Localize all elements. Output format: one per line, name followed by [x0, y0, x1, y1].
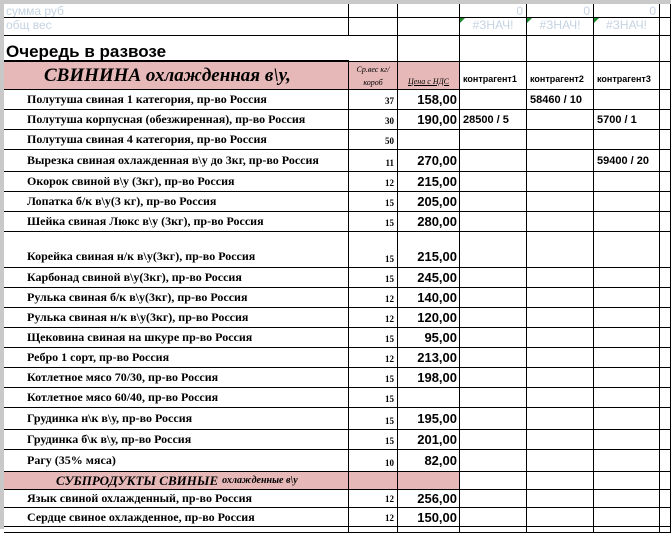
price[interactable]: 280,00: [398, 212, 460, 231]
contractor-3-cell[interactable]: [594, 508, 660, 526]
cell-empty[interactable]: [660, 150, 671, 171]
contractor-3-cell[interactable]: [594, 490, 660, 507]
table-row: [4, 490, 671, 508]
error-indicator-icon: [594, 18, 599, 23]
cell-empty[interactable]: [660, 490, 671, 507]
sum-value[interactable]: 0: [527, 4, 594, 17]
table-row: [4, 450, 671, 472]
cell-empty[interactable]: [660, 308, 671, 327]
cell-empty[interactable]: [660, 288, 671, 307]
error-indicator-icon: [460, 18, 465, 23]
cell-empty[interactable]: [660, 110, 671, 129]
cell-empty[interactable]: [660, 36, 671, 62]
product-name[interactable]: Полутуша корпусная (обезжиренная), пр-во Россия: [4, 110, 349, 129]
product-name[interactable]: Лопатка б/к в\у(3 кг), пр-во Россия: [4, 192, 349, 211]
product-name[interactable]: Окорок свиной в\у (3кг), пр-во Россия: [4, 172, 349, 191]
avg-weight[interactable]: 37: [349, 90, 398, 109]
avg-weight[interactable]: 30: [349, 110, 398, 129]
avg-weight[interactable]: 15: [349, 212, 398, 231]
cell-empty[interactable]: [660, 192, 671, 211]
price[interactable]: 198,00: [398, 368, 460, 387]
price[interactable]: 195,00: [398, 408, 460, 429]
contractor-2-cell[interactable]: [527, 192, 594, 211]
page-title[interactable]: Очередь в развозе: [4, 36, 349, 62]
contractor-2-cell[interactable]: [527, 408, 594, 429]
contractor-3-cell[interactable]: [594, 192, 660, 211]
cell-empty[interactable]: [398, 18, 460, 35]
contractor-1-cell[interactable]: [460, 172, 527, 191]
cell-empty[interactable]: [660, 18, 671, 35]
price-column-header[interactable]: Цена с НДС: [398, 62, 460, 89]
cell-empty[interactable]: [460, 472, 527, 489]
weight-label[interactable]: общ вес: [4, 18, 349, 35]
section-header[interactable]: СВИНИНА охлажденная в\у,: [4, 62, 349, 89]
product-name[interactable]: Шейка свиная Люкс в\у (3кг), пр-во Россия: [4, 212, 349, 231]
product-name[interactable]: Грудинка н\к в\у, пр-во Россия: [4, 408, 349, 429]
contractor-2-cell[interactable]: [527, 150, 594, 171]
product-name[interactable]: Котлетное мясо 70/30, пр-во Россия: [4, 368, 349, 387]
sum-value[interactable]: 0: [594, 4, 660, 17]
sum-value[interactable]: 0: [460, 4, 527, 17]
product-name[interactable]: Рагу (35% мяса): [4, 450, 349, 471]
cell-empty[interactable]: [660, 130, 671, 149]
product-name[interactable]: Язык свиной охлажденный, пр-во Россия: [4, 490, 349, 507]
avg-weight[interactable]: 15: [349, 192, 398, 211]
price[interactable]: 205,00: [398, 192, 460, 211]
contractor-3-cell[interactable]: [594, 172, 660, 191]
product-name[interactable]: Корейка свиная н/к в\у(3кг), пр-во Россия: [4, 232, 349, 267]
contractor-1-cell[interactable]: [460, 192, 527, 211]
cell-empty[interactable]: [594, 472, 660, 489]
table-row: [4, 192, 671, 212]
contractor-1-cell[interactable]: [460, 430, 527, 449]
contractor-1-cell[interactable]: [460, 232, 527, 267]
product-name[interactable]: Щековина свиная на шкуре пр-во Россия: [4, 328, 349, 347]
contractor-1-cell[interactable]: [460, 450, 527, 471]
product-name[interactable]: Рулька свиная б/к в\у(3кг), пр-во Россия: [4, 288, 349, 307]
contractor-1-cell[interactable]: [460, 527, 527, 532]
avg-weight[interactable]: [349, 527, 398, 532]
table-row: [4, 212, 671, 232]
contractor-3-cell[interactable]: [594, 408, 660, 429]
cell-empty[interactable]: [660, 472, 671, 489]
sum-row: [4, 0, 671, 18]
contractor-3-cell[interactable]: [594, 232, 660, 267]
price[interactable]: 215,00: [398, 232, 460, 267]
cell-empty[interactable]: [398, 4, 460, 17]
product-name[interactable]: Сердце свиное охлажденное, пр-во Россия: [4, 508, 349, 526]
contractor-3-cell[interactable]: [594, 130, 660, 149]
contractor-2-cell[interactable]: [527, 368, 594, 387]
contractor-3-cell[interactable]: [594, 527, 660, 532]
weight-value[interactable]: #ЗНАЧ!: [527, 18, 594, 35]
contractor-2-cell[interactable]: [527, 172, 594, 191]
cell-empty[interactable]: [660, 430, 671, 449]
avg-weight[interactable]: 15: [349, 368, 398, 387]
contractor-1-cell[interactable]: 28500 / 5: [460, 110, 527, 129]
avg-weight[interactable]: 15: [349, 388, 398, 407]
weight-value[interactable]: #ЗНАЧ!: [594, 18, 660, 35]
avg-weight[interactable]: 12: [349, 288, 398, 307]
table-row: [4, 508, 671, 527]
contractor-1-cell[interactable]: [460, 348, 527, 367]
avg-weight[interactable]: 11: [349, 150, 398, 171]
contractor-2-cell[interactable]: [527, 388, 594, 407]
contractor-1-cell[interactable]: [460, 508, 527, 526]
contractor-header-1[interactable]: контрагент1: [460, 62, 527, 89]
product-name[interactable]: [4, 527, 349, 532]
price[interactable]: 190,00: [398, 110, 460, 129]
product-name[interactable]: Вырезка свиная охлажденная в\у до 3кг, пр-во Россия: [4, 150, 349, 171]
contractor-3-cell[interactable]: [594, 450, 660, 471]
cell-empty[interactable]: [660, 527, 671, 532]
contractor-2-cell[interactable]: [527, 490, 594, 507]
contractor-2-cell[interactable]: [527, 430, 594, 449]
table-row: [4, 388, 671, 408]
contractor-1-cell[interactable]: [460, 150, 527, 171]
contractor-2-cell[interactable]: [527, 232, 594, 267]
table-row: [4, 232, 671, 268]
contractor-3-cell[interactable]: [594, 368, 660, 387]
weight-row: [4, 18, 671, 36]
weight-value[interactable]: #ЗНАЧ!: [460, 18, 527, 35]
contractor-3-cell[interactable]: 59400 / 20: [594, 150, 660, 171]
title-row: [4, 36, 671, 62]
avg-weight[interactable]: 50: [349, 130, 398, 149]
avg-weight[interactable]: 10: [349, 450, 398, 471]
cell-empty[interactable]: [660, 348, 671, 367]
contractor-2-cell[interactable]: [527, 508, 594, 526]
table-row: [4, 368, 671, 388]
contractor-1-cell[interactable]: [460, 288, 527, 307]
avg-weight[interactable]: 15: [349, 408, 398, 429]
contractor-3-cell[interactable]: [594, 430, 660, 449]
table-row: [4, 288, 671, 308]
price[interactable]: 95,00: [398, 328, 460, 347]
table-row: [4, 172, 671, 192]
table-row: [4, 90, 671, 110]
contractor-3-cell[interactable]: [594, 308, 660, 327]
price[interactable]: 245,00: [398, 268, 460, 287]
price[interactable]: 150,00: [398, 508, 460, 526]
contractor-1-cell[interactable]: [460, 408, 527, 429]
cell-empty[interactable]: [398, 36, 460, 62]
price[interactable]: 201,00: [398, 430, 460, 449]
product-name[interactable]: Полутуша свиная 4 категория, пр-во Россия: [4, 130, 349, 149]
cell-empty[interactable]: [527, 472, 594, 489]
sum-label[interactable]: сумма руб: [4, 4, 349, 17]
cell-empty[interactable]: [660, 508, 671, 526]
cell-empty[interactable]: [660, 4, 671, 17]
contractor-2-cell[interactable]: [527, 268, 594, 287]
avg-weight[interactable]: 15: [349, 328, 398, 347]
price[interactable]: 270,00: [398, 150, 460, 171]
price[interactable]: 120,00: [398, 308, 460, 327]
contractor-1-cell[interactable]: [460, 328, 527, 347]
cell-empty[interactable]: [660, 172, 671, 191]
contractor-2-cell[interactable]: [527, 348, 594, 367]
avg-weight[interactable]: 15: [349, 268, 398, 287]
section-title-main: СУБПРОДУКТЫ СВИНЫЕ: [56, 472, 219, 488]
table-row: [4, 328, 671, 348]
cell-empty[interactable]: [660, 62, 671, 89]
section-title-sub: охлажденные в\у: [222, 475, 298, 486]
contractor-1-cell[interactable]: [460, 308, 527, 327]
contractor-1-cell[interactable]: [460, 388, 527, 407]
contractor-3-cell[interactable]: [594, 90, 660, 109]
contractor-1-cell[interactable]: [460, 368, 527, 387]
cell-empty[interactable]: [349, 472, 398, 489]
contractor-1-cell[interactable]: [460, 268, 527, 287]
product-name[interactable]: Карбонад свиной в\у(3кг), пр-во Россия: [4, 268, 349, 287]
product-name[interactable]: Грудинка б\к в\у, пр-во Россия: [4, 430, 349, 449]
error-indicator-icon: [527, 18, 532, 23]
price[interactable]: 82,00: [398, 450, 460, 471]
table-row: [4, 348, 671, 368]
contractor-2-cell[interactable]: [527, 328, 594, 347]
contractor-1-cell[interactable]: [460, 130, 527, 149]
table-row: [4, 110, 671, 130]
contractor-header-2[interactable]: контрагент2: [527, 62, 594, 89]
contractor-2-cell[interactable]: 58460 / 10: [527, 90, 594, 109]
weight-column-header[interactable]: Ср.вес кг/короб: [349, 62, 398, 89]
table-row: [4, 268, 671, 288]
avg-weight[interactable]: 12: [349, 172, 398, 191]
price[interactable]: 213,00: [398, 348, 460, 367]
cell-empty[interactable]: [660, 268, 671, 287]
avg-weight[interactable]: 15: [349, 430, 398, 449]
contractor-1-cell[interactable]: [460, 212, 527, 231]
cell-empty[interactable]: [460, 36, 527, 62]
cell-empty[interactable]: [660, 368, 671, 387]
table-row: [4, 308, 671, 328]
product-name[interactable]: Полутуша свиная 1 категория, пр-во Россия: [4, 90, 349, 109]
product-name[interactable]: Рулька свиная н/к в\у(3кг), пр-во Россия: [4, 308, 349, 327]
cell-empty[interactable]: [349, 36, 398, 62]
cell-empty[interactable]: [527, 36, 594, 62]
avg-weight[interactable]: 12: [349, 508, 398, 526]
section-row: [4, 472, 671, 490]
price[interactable]: [398, 388, 460, 407]
avg-weight[interactable]: 12: [349, 348, 398, 367]
cell-empty[interactable]: [594, 36, 660, 62]
contractor-3-cell[interactable]: [594, 268, 660, 287]
cell-empty[interactable]: [349, 18, 398, 35]
table-row: [4, 527, 671, 533]
table-row: [4, 150, 671, 172]
contractor-3-cell[interactable]: 5700 / 1: [594, 110, 660, 129]
avg-weight[interactable]: 15: [349, 232, 398, 267]
price[interactable]: 256,00: [398, 490, 460, 507]
contractor-3-cell[interactable]: [594, 388, 660, 407]
contractor-2-cell[interactable]: [527, 212, 594, 231]
contractor-1-cell[interactable]: [460, 90, 527, 109]
cell-empty[interactable]: [660, 450, 671, 471]
contractor-2-cell[interactable]: [527, 130, 594, 149]
section-title: [4, 472, 349, 489]
price[interactable]: [398, 130, 460, 149]
contractor-3-cell[interactable]: [594, 348, 660, 367]
contractor-1-cell[interactable]: [460, 490, 527, 507]
avg-weight[interactable]: 12: [349, 308, 398, 327]
price[interactable]: 158,00: [398, 90, 460, 109]
cell-empty[interactable]: [660, 212, 671, 231]
avg-weight[interactable]: 12: [349, 490, 398, 507]
contractor-2-cell[interactable]: [527, 527, 594, 532]
contractor-2-cell[interactable]: [527, 308, 594, 327]
cell-empty[interactable]: [660, 90, 671, 109]
cell-empty[interactable]: [660, 328, 671, 347]
product-name[interactable]: Ребро 1 сорт, пр-во Россия: [4, 348, 349, 367]
contractor-2-cell[interactable]: [527, 450, 594, 471]
header-row: [4, 62, 671, 90]
contractor-3-cell[interactable]: [594, 288, 660, 307]
table-row: [4, 430, 671, 450]
cell-empty[interactable]: [398, 472, 460, 489]
price[interactable]: [398, 527, 460, 532]
product-name[interactable]: Котлетное мясо 60/40, пр-во Россия: [4, 388, 349, 407]
cell-empty[interactable]: [660, 408, 671, 429]
price[interactable]: 140,00: [398, 288, 460, 307]
contractor-3-cell[interactable]: [594, 212, 660, 231]
cell-empty[interactable]: [660, 388, 671, 407]
cell-empty[interactable]: [349, 4, 398, 17]
contractor-2-cell[interactable]: [527, 288, 594, 307]
table-row: [4, 408, 671, 430]
price[interactable]: 215,00: [398, 172, 460, 191]
table-row: [4, 130, 671, 150]
contractor-2-cell[interactable]: [527, 110, 594, 129]
contractor-header-3[interactable]: контрагент3: [594, 62, 660, 89]
cell-empty[interactable]: [660, 232, 671, 267]
contractor-3-cell[interactable]: [594, 328, 660, 347]
